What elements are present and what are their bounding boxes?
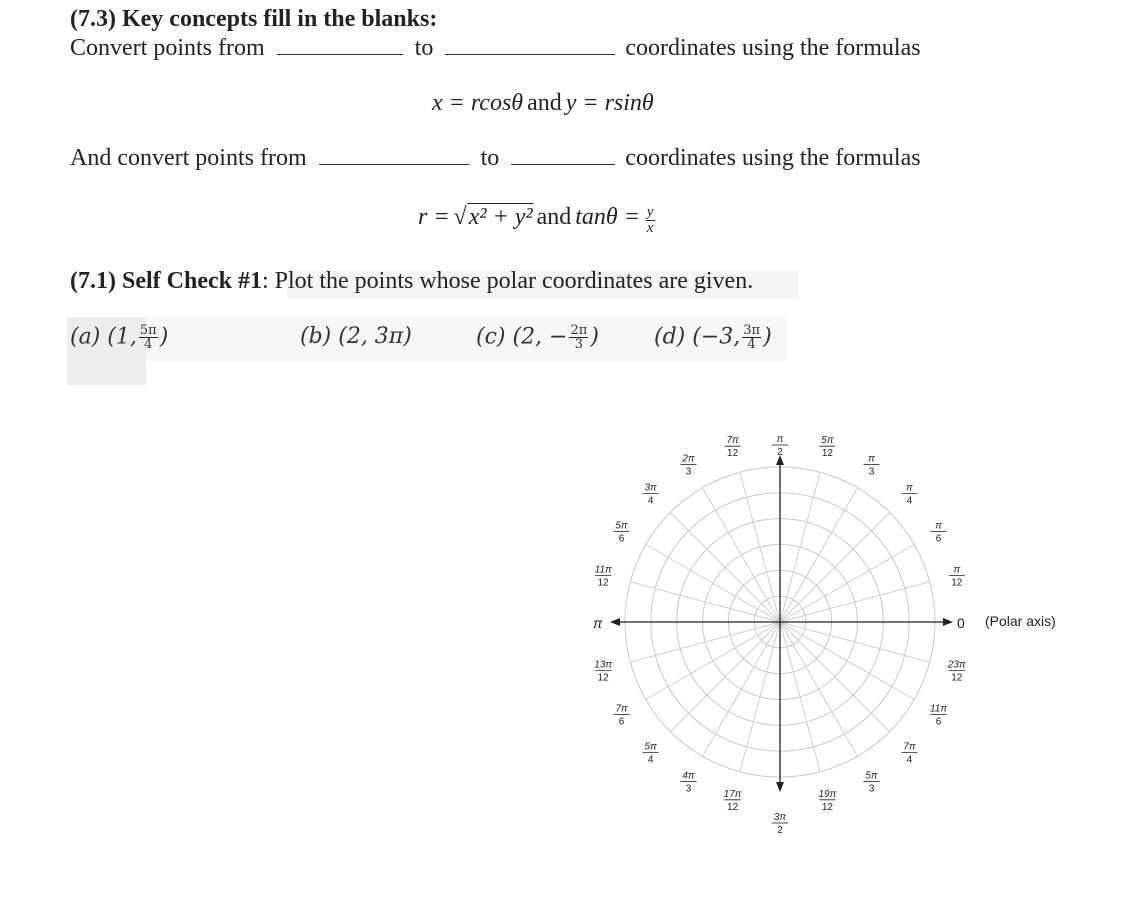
angle-label-num: π — [868, 453, 875, 465]
angle-label-num: 11π — [929, 703, 948, 715]
angle-label — [643, 483, 659, 507]
angle-label-den: 12 — [821, 448, 833, 460]
angle-label-num: 13π — [594, 659, 613, 671]
angle-label — [819, 435, 835, 459]
point-b: (b) (2, 3π) — [300, 324, 412, 349]
formula-r: r = — [418, 204, 450, 230]
grid-ray — [703, 488, 781, 622]
arrow-down-icon — [776, 782, 784, 792]
grid-ray — [780, 622, 858, 756]
angle-label-den: 12 — [821, 801, 833, 813]
angle-label — [930, 704, 947, 728]
angle-label-num: 5π — [821, 435, 834, 447]
grid-ray — [780, 488, 858, 622]
grid-ray — [780, 622, 890, 732]
angle-label — [614, 521, 630, 545]
angle-label-num: 4π — [682, 770, 695, 782]
line2-from-text: And convert points from — [70, 145, 307, 171]
line1-from-text: Convert points from — [70, 35, 265, 61]
grid-ray — [646, 622, 780, 700]
angle-label — [901, 483, 917, 507]
angle-label-den: 3 — [685, 783, 692, 795]
angle-label-num: 5π — [644, 741, 657, 753]
angle-label-den: 3 — [868, 466, 875, 478]
point-a-post: ) — [159, 324, 169, 350]
line2-to-text: to — [480, 145, 500, 171]
grid-ray — [670, 622, 780, 732]
angle-label-den: 6 — [935, 716, 942, 728]
point-d-den: 4 — [747, 337, 756, 352]
angle-label-num: π — [953, 564, 961, 576]
angle-label — [947, 659, 966, 683]
angle-label-den: 4 — [906, 495, 913, 507]
frac-num: y — [646, 203, 654, 220]
grid-ray — [670, 512, 780, 622]
angle-label — [772, 812, 788, 836]
angle-label — [681, 454, 697, 478]
self-check-title: (7.1) Self Check #1 — [70, 268, 262, 294]
frac-den: x — [646, 219, 654, 236]
angle-label-den: 12 — [597, 672, 609, 684]
point-c-post: ) — [590, 324, 599, 350]
formula-tan: tanθ = — [575, 204, 640, 230]
line1-to-text: to — [414, 35, 434, 61]
angle-label-num: π — [935, 520, 942, 532]
angle-label-den: 12 — [727, 801, 739, 813]
angle-label — [864, 771, 880, 795]
point-a-den: 4 — [144, 337, 153, 352]
angle-label-num: 19π — [818, 788, 837, 800]
grid-ray — [780, 545, 914, 623]
angle-label-num: π — [776, 434, 784, 445]
angle-label-num: 3π — [773, 812, 787, 823]
angle-label-num: 23π — [947, 659, 966, 671]
polar-axis-label: (Polar axis) — [985, 613, 1056, 629]
angle-label — [725, 435, 741, 459]
point-c-num: 2π — [570, 323, 588, 338]
point-d-num: 3π — [743, 323, 761, 338]
angle-label — [724, 789, 742, 813]
angle-label-num: π — [906, 482, 913, 494]
point-c-den: 3 — [574, 337, 584, 352]
angle-label-den: 4 — [906, 754, 913, 766]
angle-label — [643, 741, 659, 765]
section-73-title: (7.3) Key concepts fill in the blanks: — [70, 6, 438, 32]
angle-label-den: 3 — [685, 466, 692, 478]
angle-label — [772, 434, 788, 458]
line1-end-text: coordinates using the formulas — [625, 35, 921, 61]
angle-label-num: 11π — [594, 564, 612, 576]
grid-ray — [780, 512, 890, 622]
angle-label-den: 6 — [935, 533, 942, 545]
angle-label-den: 4 — [647, 754, 654, 766]
angle-label-den: 4 — [647, 495, 654, 507]
point-c-pre: (c) (2, − — [476, 324, 568, 350]
angle-label — [864, 454, 880, 478]
angle-label-num: 2π — [682, 453, 695, 465]
arrow-right-icon — [943, 618, 953, 626]
point-a-pre: (a) (1, — [70, 324, 137, 350]
zero-label: 0 — [957, 615, 965, 631]
angle-label — [931, 521, 947, 545]
angle-label — [614, 704, 630, 728]
formula2-and: and — [536, 204, 572, 230]
grid-ray — [703, 622, 781, 756]
angle-label-den: 6 — [618, 533, 625, 545]
angle-label-den: 2 — [777, 447, 783, 458]
angle-label-den: 6 — [618, 716, 625, 728]
point-d-pre: (d) (−3, — [654, 324, 741, 350]
angle-label — [949, 565, 965, 589]
angle-label — [818, 789, 836, 813]
arrow-left-icon — [610, 618, 620, 626]
angle-label-den: 12 — [951, 577, 963, 589]
angle-label — [595, 565, 612, 589]
angle-label — [901, 741, 917, 765]
angle-label-num: 3π — [644, 482, 657, 494]
sqrt-sign: √ — [453, 204, 467, 230]
point-a-num: 5π — [139, 323, 157, 338]
angle-label — [681, 771, 697, 795]
formula1-and: and — [527, 90, 562, 116]
angle-label-num: 7π — [615, 703, 628, 715]
angle-label-num: 17π — [723, 788, 742, 800]
angle-label — [594, 659, 612, 683]
angle-label-num: 5π — [865, 770, 878, 782]
angle-label-den: 12 — [597, 577, 609, 589]
grid-ray — [780, 622, 914, 700]
line2-end-text: coordinates using the formulas — [625, 145, 921, 171]
formula-radicand: x² + y² — [468, 204, 533, 230]
angle-label-num: 7π — [726, 435, 739, 447]
point-d-post: ) — [763, 324, 772, 350]
angle-label-den: 2 — [777, 825, 783, 836]
angle-label-den: 12 — [727, 448, 739, 460]
formula-y: y = rsinθ — [565, 90, 654, 116]
angle-label-den: 3 — [868, 783, 875, 795]
grid-ray — [646, 545, 780, 623]
self-check-instructions: : Plot the points whose polar coordinates are given. — [261, 268, 754, 294]
angle-label-num: 5π — [615, 520, 628, 532]
angle-label-num: 7π — [903, 741, 916, 753]
pi-label: π — [593, 615, 603, 631]
angle-label-den: 12 — [951, 672, 963, 684]
formula-x: x = rcosθ — [432, 90, 524, 116]
